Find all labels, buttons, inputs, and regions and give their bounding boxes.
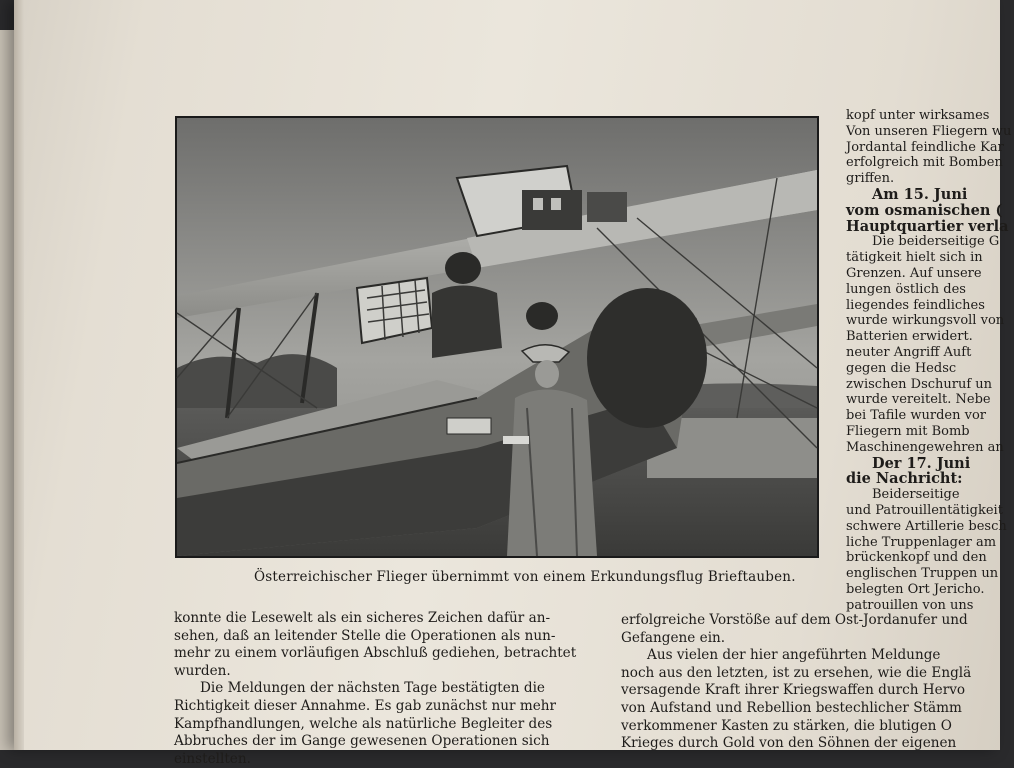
text-line: zwischen Dschuruf un xyxy=(846,376,993,392)
text-line: Der 17. Juni xyxy=(872,454,971,472)
text-line: neuter Angriff Auft xyxy=(846,344,972,360)
right-text-column xyxy=(846,108,1014,614)
left-text-column xyxy=(174,610,604,768)
text-line: liegendes feindliches xyxy=(846,297,985,313)
text-line: englischen Truppen un xyxy=(846,566,999,582)
page-edge xyxy=(14,0,24,750)
text-line: Fliegern mit Bomb xyxy=(846,423,970,439)
text-line: belegten Ort Jericho. xyxy=(846,581,985,597)
text-line: tätigkeit hielt sich in xyxy=(846,250,983,266)
text-line: kopf unter wirksames xyxy=(846,108,990,123)
middle-text-column xyxy=(621,612,1011,753)
text-line: erfolgreiche Vorstöße auf dem Ost-Jordanufer und xyxy=(621,612,968,628)
text-line: verkommener Kasten zu stärken, die blutigen O xyxy=(621,717,952,734)
text-line: konnte die Lesewelt als ein sicheres Zeichen dafür an- xyxy=(174,610,551,626)
text-line: Richtigkeit dieser Annahme. Es gab zunächst nur mehr xyxy=(174,697,557,714)
text-line: Am 15. Juni xyxy=(872,185,968,203)
text-line: Beiderseitige xyxy=(872,487,960,503)
text-line: patrouillen von uns xyxy=(846,597,974,613)
text-line: die Nachricht: xyxy=(846,470,963,488)
text-line: schwere Artillerie besch xyxy=(846,518,1007,534)
text-line: vom osmanischen ( xyxy=(846,201,1003,219)
text-line: Batterien erwidert. xyxy=(846,329,973,345)
text-line: Abbruches der im Gange gewesenen Operationen sich xyxy=(174,733,550,750)
text-line: noch aus den letzten, ist zu ersehen, wie die Englä xyxy=(621,664,972,681)
text-line: erfolgreich mit Bomben xyxy=(846,155,1003,171)
text-line: Die Meldungen der nächsten Tage bestätigten die xyxy=(200,680,545,697)
text-line: versagende Kraft ihrer Kriegswaffen durch Hervo xyxy=(621,682,966,699)
text-line: griffen. xyxy=(846,171,895,187)
text-line: wurde vereitelt. Nebe xyxy=(846,392,991,408)
photo-illustration xyxy=(177,118,817,556)
text-line: Maschinengewehren an xyxy=(846,439,1004,455)
text-line: mehr zu einem vorläufigen Abschluß gediehen, betrachtet xyxy=(174,645,577,662)
text-line: bei Tafile wurden vor xyxy=(846,408,986,424)
text-line: Gefangene ein. xyxy=(621,629,726,646)
text-line: gegen die Hedsc xyxy=(846,360,957,376)
text-line: Von unseren Fliegern wu xyxy=(846,123,1012,139)
text-line: Aus vielen der hier angeführten Meldunge xyxy=(647,647,941,664)
text-line: Hauptquartier verla xyxy=(846,217,1009,235)
text-line: Kampfhandlungen, welche als natürliche Begleiter des xyxy=(174,715,553,732)
text-line: Die beiderseitige G xyxy=(872,234,1000,250)
text-line: brückenkopf und den xyxy=(846,550,987,566)
text-line: einstellten. xyxy=(174,750,251,767)
text-line: liche Truppenlager am xyxy=(846,534,997,550)
text-line: Krieges durch Gold von den Söhnen der eigenen xyxy=(621,735,957,752)
text-line: lungen östlich des xyxy=(846,281,966,297)
text-line: Jordantal feindliche Kar xyxy=(846,139,1004,155)
text-line: wurden. xyxy=(174,662,231,679)
text-line: Grenzen. Auf unsere xyxy=(846,265,982,281)
text-line: sehen, daß an leitender Stelle die Operationen als nun- xyxy=(174,627,556,644)
text-line: von Aufstand und Rebellion bestechlicher Stämm xyxy=(621,699,962,716)
photo-caption: Österreichischer Flieger übernimmt von einem Erkundungsflug Brieftauben. xyxy=(254,569,796,585)
photograph-airplane xyxy=(175,116,819,558)
text-line: und Patrouillentätigkeit xyxy=(846,502,1003,518)
book-page xyxy=(14,0,1012,767)
text-line: wurde wirkungsvoll von xyxy=(846,313,1005,329)
